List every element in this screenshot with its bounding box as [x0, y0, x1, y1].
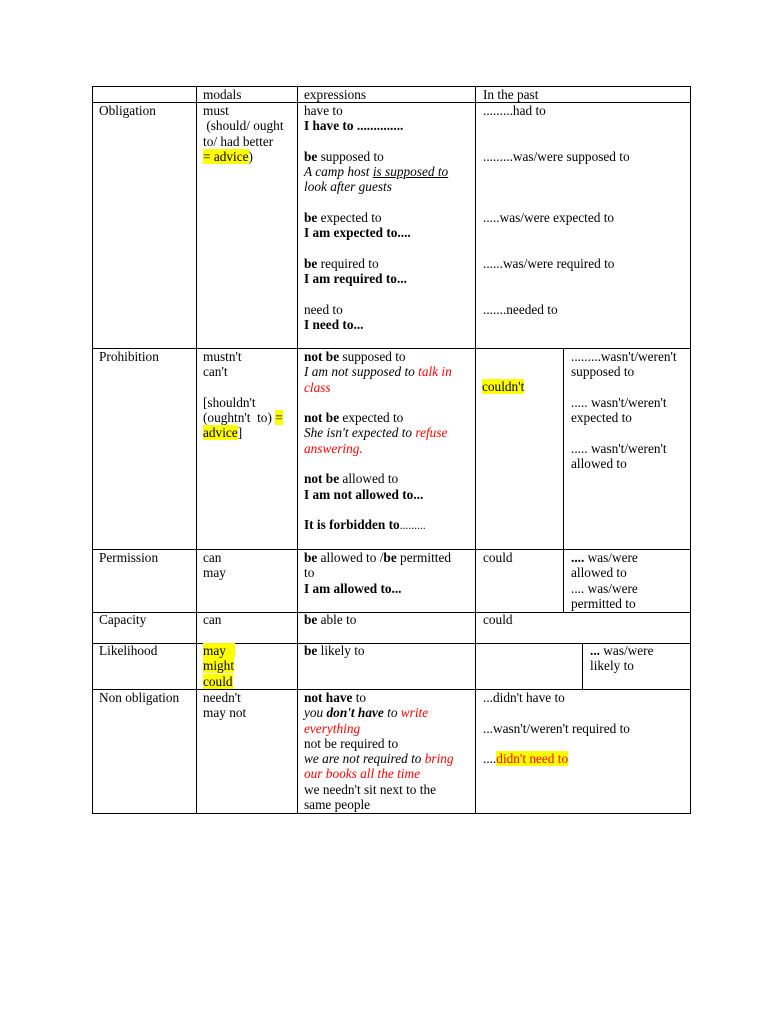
- likelihood-modals: [203, 643, 235, 689]
- expression-text: not be required to: [304, 735, 399, 751]
- expression-text: [304, 349, 452, 364]
- past-text: likely to: [590, 658, 634, 674]
- be-word: be: [304, 612, 318, 627]
- obligation-expressions: [304, 103, 448, 332]
- likelihood-expressions: [304, 643, 365, 658]
- red-text: refuse: [415, 425, 448, 441]
- modal-text: must: [203, 103, 229, 118]
- past-text: .....was/were expected to: [483, 210, 615, 226]
- example-text: same people: [304, 797, 371, 813]
- highlighted-text: =: [275, 410, 283, 426]
- highlighted-text: could: [203, 673, 233, 689]
- red-text: write: [400, 705, 429, 721]
- example-text: I am allowed to...: [304, 580, 402, 596]
- expression-word: permitted: [396, 550, 452, 565]
- expression-word: likely to: [317, 643, 365, 658]
- expression-text: to: [304, 565, 315, 581]
- dots: .........: [399, 520, 426, 533]
- highlighted-text: might: [203, 658, 235, 674]
- expression-word: supposed to: [317, 148, 384, 164]
- likelihood-past-right: [590, 643, 654, 674]
- highlighted-text: may: [203, 643, 235, 658]
- not-be-word: not be: [304, 471, 340, 487]
- past-text: .... was/were: [571, 580, 638, 596]
- non-obligation-modals: [203, 690, 246, 721]
- forbidden-text: It is forbidden to: [304, 517, 400, 533]
- past-text: ..... wasn't/weren't: [571, 394, 667, 410]
- modal-text: ): [248, 148, 253, 164]
- past-text: .......needed to: [483, 301, 558, 317]
- column-divider: [297, 86, 298, 814]
- modal-text: [203, 643, 235, 658]
- not-be-word: not be: [304, 410, 340, 426]
- highlighted-text: = advice: [203, 148, 249, 164]
- permission-past-right: [571, 550, 638, 611]
- column-divider: [196, 86, 197, 814]
- be-word: be: [383, 550, 397, 565]
- highlighted-text: couldn't: [482, 379, 525, 394]
- past-fragment: was/were: [599, 643, 654, 658]
- example-text: I am not allowed to...: [304, 486, 424, 502]
- past-text: [483, 751, 630, 766]
- capacity-label: Capacity: [99, 612, 147, 627]
- past-text: ...wasn't/weren't required to: [483, 720, 630, 736]
- modal-text: may not: [203, 705, 247, 721]
- highlighted-text: advice: [203, 425, 238, 441]
- example-fragment: is supposed to: [372, 164, 449, 180]
- example-fragment: I am not supposed to: [304, 364, 419, 380]
- expression-text: [304, 517, 452, 534]
- dots: ....: [483, 751, 497, 767]
- expression-text: [304, 550, 451, 565]
- modal-text: may: [203, 565, 226, 581]
- past-text: .........wasn't/weren't: [571, 349, 677, 364]
- expression-text: [304, 149, 448, 164]
- prohibition-past-right: [571, 349, 677, 471]
- modal-text: needn't: [203, 690, 241, 705]
- prohibition-past-left: [482, 379, 524, 394]
- example-text: I am required to...: [304, 271, 407, 287]
- expression-word: expected to: [339, 410, 404, 426]
- dots: ...: [590, 643, 600, 658]
- example-text: [304, 164, 448, 179]
- capacity-expressions: [304, 612, 356, 627]
- modal-fragment: (oughtn't to): [203, 410, 276, 426]
- example-fragment: we are not required to: [304, 751, 425, 767]
- example-fragment: A camp host: [304, 164, 373, 180]
- example-text: I have to ..............: [304, 118, 404, 134]
- example-text: [304, 705, 454, 720]
- prohibition-expressions: [304, 349, 452, 535]
- past-text: .........had to: [483, 103, 546, 118]
- non-obligation-label: Non obligation: [99, 690, 180, 705]
- expression-text: have to: [304, 103, 343, 118]
- expression-text: [304, 210, 448, 225]
- modal-text: mustn't: [203, 349, 242, 364]
- modal-text: [shouldn't: [203, 394, 256, 410]
- example-text: [304, 751, 454, 766]
- modal-text: can't: [203, 364, 228, 380]
- red-text: everything: [304, 720, 361, 736]
- example-text: I need to...: [304, 317, 364, 333]
- expression-word: required to: [317, 255, 379, 271]
- modal-text: can: [203, 550, 222, 565]
- past-text: supposed to: [571, 364, 635, 380]
- red-text: bring: [424, 751, 454, 767]
- likelihood-label: Likelihood: [99, 643, 158, 658]
- non-obligation-expressions: [304, 690, 454, 812]
- be-word: be: [304, 550, 318, 565]
- past-text: allowed to: [571, 456, 627, 472]
- expression-text: [304, 690, 454, 705]
- past-text: allowed to: [571, 565, 627, 581]
- header-expressions: expressions: [304, 87, 367, 102]
- red-text: talk in: [418, 364, 452, 380]
- past-text: ...didn't have to: [483, 690, 565, 705]
- expression-word: to: [352, 690, 367, 705]
- example-fragment: to: [383, 705, 401, 721]
- expression-word: allowed to: [339, 471, 399, 487]
- permission-expressions: [304, 550, 451, 596]
- modal-text: [203, 425, 283, 440]
- red-text: answering.: [304, 440, 363, 456]
- past-text: [590, 643, 654, 658]
- expression-word: expected to: [317, 210, 382, 226]
- highlighted-text: didn't need to: [496, 751, 569, 767]
- be-word: be: [304, 210, 318, 226]
- modal-fragment: ]: [237, 425, 243, 441]
- modal-text: [203, 674, 235, 689]
- past-text: ..... wasn't/weren't: [571, 440, 667, 456]
- modal-text: [203, 410, 283, 425]
- past-text: permitted to: [571, 595, 636, 611]
- permission-modals: [203, 550, 226, 581]
- obligation-past: [483, 103, 630, 317]
- red-text: class: [304, 379, 331, 395]
- past-text: .........was/were supposed to: [483, 148, 630, 164]
- red-text: our books all the time: [304, 766, 420, 782]
- capacity-past: could: [483, 612, 513, 627]
- not-have-word: not have: [304, 690, 353, 705]
- modal-text: (should/ ought: [203, 118, 284, 134]
- past-text: expected to: [571, 410, 632, 426]
- expression-text: [304, 471, 452, 486]
- not-be-word: not be: [304, 349, 340, 364]
- dots: ....: [571, 550, 585, 565]
- expression-text: [304, 410, 452, 425]
- column-divider: [475, 86, 476, 814]
- past-fragment: was/were: [584, 550, 638, 565]
- capacity-modals: can: [203, 612, 222, 627]
- prohibition-label: Prohibition: [99, 349, 159, 364]
- expression-word: allowed to /: [317, 550, 384, 565]
- expression-word: supposed to: [339, 349, 406, 364]
- example-text: I am expected to....: [304, 225, 411, 241]
- expression-word: able to: [317, 612, 357, 627]
- header-past: In the past: [483, 87, 539, 102]
- modal-text: [203, 658, 235, 673]
- obligation-label: Obligation: [99, 103, 156, 118]
- example-fragment: you: [304, 705, 327, 721]
- be-word: be: [304, 255, 318, 271]
- column-divider: [563, 348, 564, 612]
- modal-text: to/ had better: [203, 133, 274, 149]
- be-word: be: [304, 643, 318, 658]
- past-text: [571, 550, 638, 565]
- example-text: [304, 364, 452, 379]
- past-text: ......was/were required to: [483, 255, 615, 271]
- example-fragment: She isn't expected to: [304, 425, 416, 441]
- expression-text: [304, 256, 448, 271]
- row-divider: [92, 612, 691, 613]
- example-text: [304, 425, 452, 440]
- prohibition-modals: [203, 349, 283, 441]
- permission-past-left: could: [483, 550, 513, 565]
- permission-label: Permission: [99, 550, 159, 565]
- example-text: look after guests: [304, 179, 392, 195]
- expression-text: need to: [304, 301, 343, 317]
- header-modals: modals: [203, 87, 242, 102]
- non-obligation-past: [483, 690, 630, 766]
- modal-text: [203, 149, 284, 164]
- be-word: be: [304, 148, 318, 164]
- example-text: we needn't sit next to the: [304, 781, 437, 797]
- obligation-modals: [203, 103, 284, 164]
- example-fragment: don't have: [326, 705, 384, 721]
- column-divider: [582, 643, 583, 689]
